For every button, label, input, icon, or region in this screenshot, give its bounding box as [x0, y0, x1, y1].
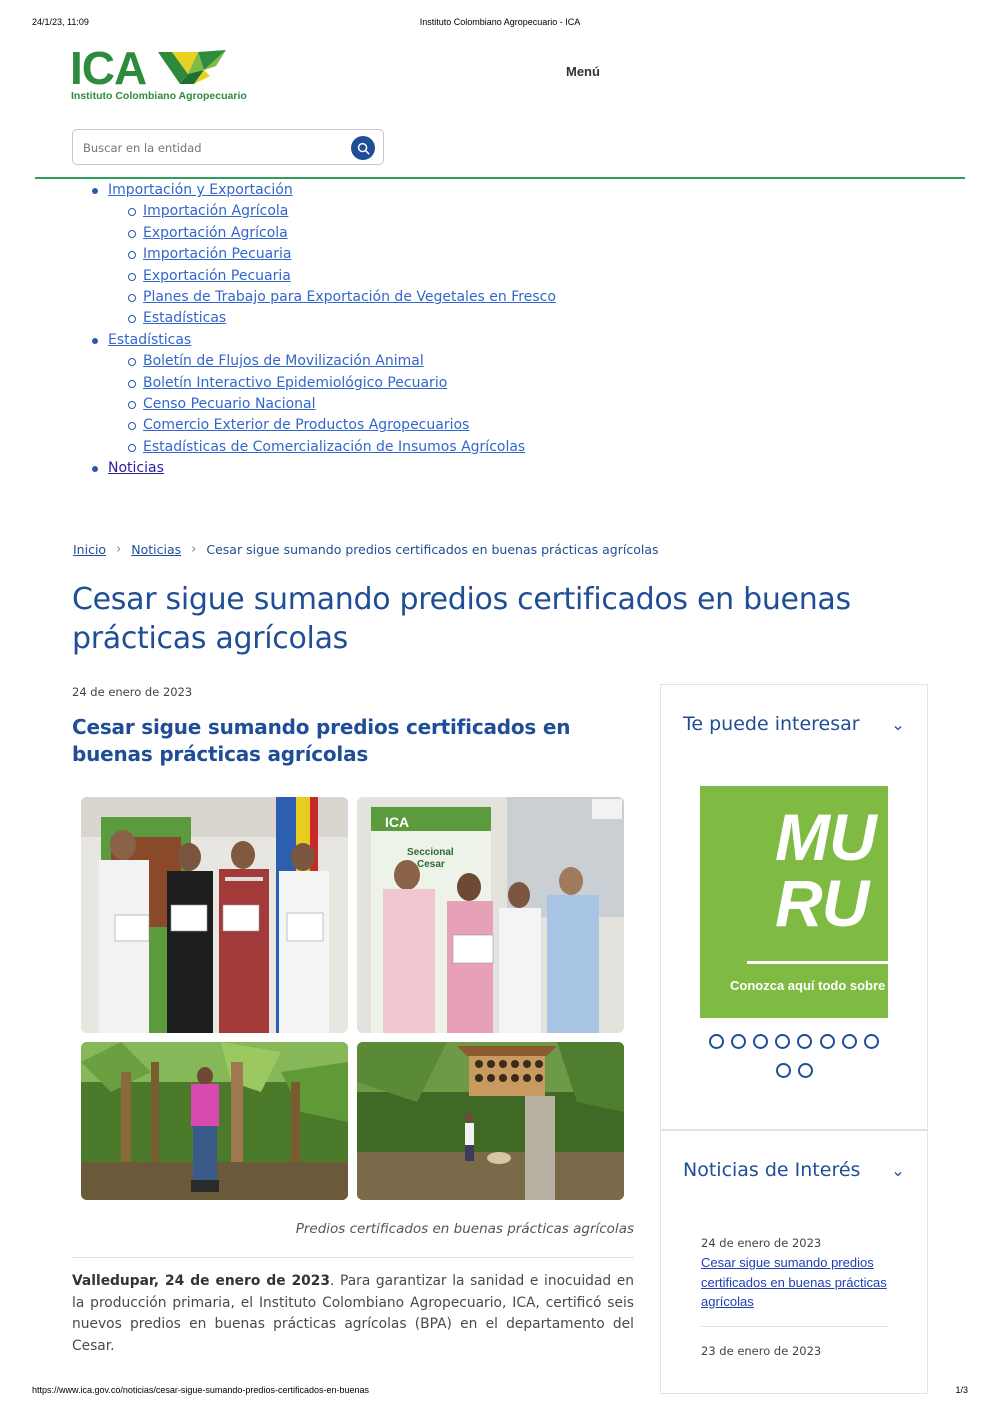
- nav-link-comercializacion-insumos[interactable]: Estadísticas de Comercialización de Insumos Agrícolas: [143, 438, 526, 455]
- logo-acronym: ICA: [70, 42, 147, 94]
- print-page-number: 1/3: [955, 1385, 968, 1395]
- nav-link-planes-trabajo[interactable]: Planes de Trabajo para Exportación de Vegetales en Fresco: [143, 288, 556, 305]
- search-button[interactable]: [351, 136, 375, 160]
- search-icon: [357, 142, 370, 155]
- carousel-dot[interactable]: [775, 1034, 790, 1049]
- article-lead-dateline: Valledupar, 24 de enero de 2023: [72, 1273, 330, 1289]
- carousel-dot[interactable]: [753, 1034, 768, 1049]
- nav-subitem: [90, 223, 556, 244]
- carousel-dot[interactable]: [776, 1063, 791, 1078]
- nav-link-estadisticas-ie[interactable]: Estadísticas: [143, 310, 227, 327]
- print-footer: [32, 1385, 968, 1399]
- carousel-dot[interactable]: [842, 1034, 857, 1049]
- article-lead-paragraph: [72, 1271, 634, 1357]
- photo-caption: Predios certificados en buenas prácticas agrícolas: [295, 1221, 634, 1237]
- photo-sign-seccional: Seccional: [407, 847, 454, 858]
- carousel-dot[interactable]: [709, 1034, 724, 1049]
- nav-link-exportacion-agricola[interactable]: Exportación Agrícola: [143, 224, 288, 241]
- article-lead-text: . Para garantizar la sanidad e inocuidad en la producción primaria, el Instituto Colombiano Agropecuario, ICA, certificó seis nuevos predios en buenas prácticas agrícolas (BPA) en el departamento del Cesar.: [72, 1273, 634, 1354]
- caption-divider: [72, 1257, 634, 1258]
- banner-rule: [747, 961, 888, 964]
- nav-item-statistics: [90, 330, 556, 351]
- carousel-dot[interactable]: [797, 1034, 812, 1049]
- ica-logo[interactable]: [70, 42, 247, 104]
- sidebar-heading-interest[interactable]: Te puede interesar: [683, 713, 860, 735]
- nav-menu: [90, 180, 556, 479]
- chevron-down-icon[interactable]: [892, 1168, 904, 1180]
- nav-link-import-export[interactable]: Importación y Exportación: [108, 182, 293, 198]
- nav-subitem: [90, 201, 556, 222]
- logo-mark-icon: [158, 48, 228, 88]
- nav-subitem: [90, 351, 556, 372]
- menu-button[interactable]: Menú: [566, 64, 600, 79]
- carousel-dot[interactable]: [798, 1063, 813, 1078]
- carousel-dot[interactable]: [864, 1034, 879, 1049]
- banner-line-1: MU: [775, 800, 876, 874]
- nav-link-comercio-exterior[interactable]: Comercio Exterior de Productos Agropecuarios: [143, 417, 470, 434]
- print-url: https://www.ica.gov.co/noticias/cesar-sigue-sumando-predios-certificados-en-buenas: [32, 1385, 369, 1395]
- sidebar-heading-news[interactable]: Noticias de Interés: [683, 1159, 861, 1181]
- nav-item-news: [90, 458, 556, 479]
- nav-subitem: [90, 415, 556, 436]
- nav-link-boletin-flujos[interactable]: Boletín de Flujos de Movilización Animal: [143, 353, 424, 370]
- article-photo-bee-hotel: [357, 1042, 624, 1200]
- nav-subitem: [90, 287, 556, 308]
- chevron-right-icon: ›: [116, 542, 122, 557]
- print-page-title: Instituto Colombiano Agropecuario - ICA: [419, 17, 581, 27]
- nav-subitem: [90, 394, 556, 415]
- sidebar-divider: [660, 1129, 928, 1131]
- print-datetime: 24/1/23, 11:09: [32, 17, 89, 27]
- nav-link-news[interactable]: Noticias: [108, 460, 164, 477]
- news-divider: [701, 1326, 888, 1327]
- nav-link-importacion-pecuaria[interactable]: Importación Pecuaria: [143, 246, 292, 263]
- breadcrumb: [73, 542, 659, 557]
- nav-subitem: [90, 266, 556, 287]
- nav-subitem: [90, 373, 556, 394]
- page-title: Cesar sigue sumando predios certificados en buenas prácticas agrícolas: [72, 582, 851, 656]
- breadcrumb-current: Cesar sigue sumando predios certificados en buenas prácticas agrícolas: [206, 542, 659, 557]
- chevron-down-icon[interactable]: [892, 722, 904, 734]
- nav-link-statistics[interactable]: Estadísticas: [108, 331, 192, 348]
- logo-name: Instituto Colombiano Agropecuario: [71, 90, 247, 102]
- breadcrumb-home[interactable]: Inicio: [73, 542, 107, 557]
- banner-headline: [775, 800, 876, 940]
- breadcrumb-news[interactable]: Noticias: [131, 542, 182, 557]
- carousel-dot[interactable]: [731, 1034, 746, 1049]
- news-item-date: 24 de enero de 2023: [701, 1236, 822, 1250]
- chevron-right-icon: ›: [191, 542, 197, 557]
- news-item-link[interactable]: Cesar sigue sumando predios certificados en buenas prácticas agrícolas: [701, 1255, 887, 1309]
- news-item-date: 23 de enero de 2023: [701, 1344, 822, 1358]
- article-photo-plantation: [81, 1042, 348, 1200]
- article-title: Cesar sigue sumando predios certificados en buenas prácticas agrícolas: [72, 715, 571, 766]
- nav-item-import-export: [90, 180, 556, 201]
- banner-line-2: RU: [775, 866, 869, 940]
- photo-sign-cesar: Cesar: [417, 859, 445, 870]
- article-photo-seccional-cesar: [357, 797, 624, 1033]
- nav-subitem: [90, 437, 556, 458]
- header-divider: [35, 177, 965, 179]
- banner-subtitle: Conozca aquí todo sobre: [730, 978, 886, 993]
- article-photo-certificates-group: [81, 797, 348, 1033]
- nav-link-censo-pecuario[interactable]: Censo Pecuario Nacional: [143, 395, 316, 412]
- nav-link-boletin-epidemiologico[interactable]: Boletín Interactivo Epidemiológico Pecuario: [143, 374, 448, 391]
- search-input[interactable]: [83, 139, 343, 157]
- promo-banner[interactable]: [700, 786, 888, 1018]
- photo-sign-logo: ICA: [385, 814, 410, 830]
- carousel-dot[interactable]: [820, 1034, 835, 1049]
- nav-subitem: [90, 244, 556, 265]
- nav-subitem: [90, 308, 556, 329]
- search-bar: [72, 129, 384, 165]
- nav-link-exportacion-pecuaria[interactable]: Exportación Pecuaria: [143, 267, 291, 284]
- print-header: [32, 17, 968, 31]
- article-date: 24 de enero de 2023: [72, 685, 193, 699]
- nav-link-importacion-agricola[interactable]: Importación Agrícola: [143, 203, 289, 220]
